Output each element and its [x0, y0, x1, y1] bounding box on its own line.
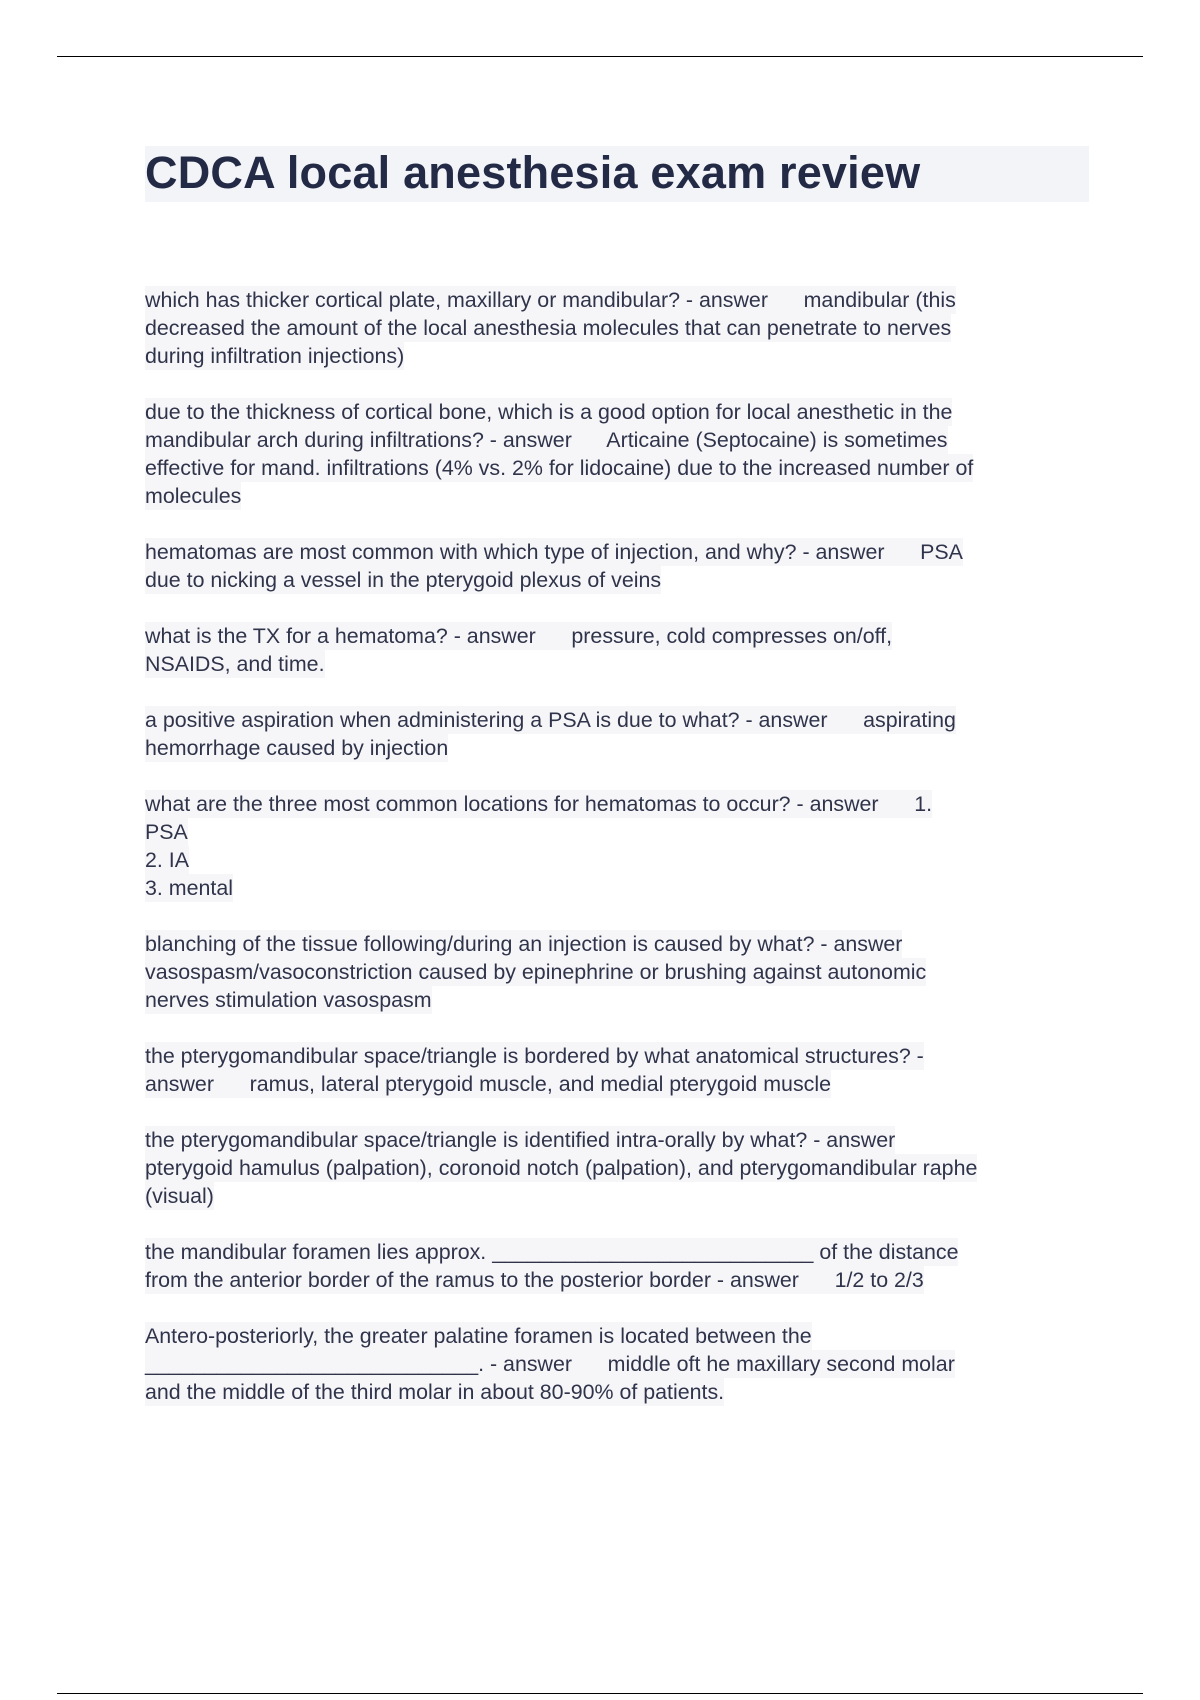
qa-line: a positive aspiration when administering a PSA is due to what? - answer aspirating [145, 708, 956, 732]
qa-line: decreased the amount of the local anesthesia molecules that can penetrate to nerves [145, 316, 952, 340]
qa-line: what are the three most common locations for hematomas to occur? - answer 1. [145, 792, 933, 816]
qa-line: mandibular arch during infiltrations? - answer Articaine (Septocaine) is sometimes [145, 428, 948, 452]
qa-line: the pterygomandibular space/triangle is identified intra-orally by what? - answer [145, 1128, 896, 1152]
qa-line: (visual) [145, 1184, 214, 1208]
qa-line: vasospasm/vasoconstriction caused by epinephrine or brushing against autonomic [145, 960, 927, 984]
qa-line: and the middle of the third molar in about 80-90% of patients. [145, 1380, 725, 1404]
qa-line: due to the thickness of cortical bone, which is a good option for local anesthetic in the [145, 400, 953, 424]
qa-line: the mandibular foramen lies approx. ___________________________ of the distance [145, 1240, 959, 1264]
qa-line: during infiltration injections) [145, 344, 405, 368]
qa-list [145, 286, 1100, 1434]
qa-line: pterygoid hamulus (palpation), coronoid notch (palpation), and pterygomandibular raphe [145, 1156, 978, 1180]
qa-line: blanching of the tissue following/during an injection is caused by what? - answer [145, 932, 903, 956]
qa-item [145, 1126, 1100, 1210]
qa-item [145, 622, 1100, 678]
qa-line: which has thicker cortical plate, maxillary or mandibular? - answer mandibular (this [145, 288, 956, 312]
qa-item [145, 398, 1100, 510]
page-title: CDCA local anesthesia exam review [145, 147, 921, 198]
qa-item [145, 1322, 1100, 1406]
bottom-rule [57, 1693, 1143, 1694]
qa-item [145, 706, 1100, 762]
qa-item [145, 538, 1100, 594]
qa-line: nerves stimulation vasospasm [145, 988, 432, 1012]
qa-line: hematomas are most common with which type of injection, and why? - answer PSA [145, 540, 963, 564]
qa-line: molecules [145, 484, 242, 508]
top-rule [57, 56, 1143, 57]
qa-item [145, 286, 1100, 370]
qa-item [145, 1238, 1100, 1294]
qa-item [145, 930, 1100, 1014]
qa-line: what is the TX for a hematoma? - answer pressure, cold compresses on/off, [145, 624, 893, 648]
qa-line: effective for mand. infiltrations (4% vs. 2% for lidocaine) due to the increased number of [145, 456, 974, 480]
qa-line: NSAIDS, and time. [145, 652, 325, 676]
qa-item [145, 1042, 1100, 1098]
qa-line: due to nicking a vessel in the pterygoid plexus of veins [145, 568, 662, 592]
qa-line: from the anterior border of the ramus to the posterior border - answer 1/2 to 2/3 [145, 1268, 924, 1292]
qa-line: the pterygomandibular space/triangle is bordered by what anatomical structures? - [145, 1044, 924, 1068]
qa-line: PSA [145, 820, 188, 844]
qa-item [145, 790, 1100, 902]
qa-line: 3. mental [145, 876, 233, 900]
qa-line: hemorrhage caused by injection [145, 736, 449, 760]
qa-line: ____________________________. - answer middle oft he maxillary second molar [145, 1352, 955, 1376]
qa-line: answer ramus, lateral pterygoid muscle, and medial pterygoid muscle [145, 1072, 831, 1096]
qa-line: Antero-posteriorly, the greater palatine foramen is located between the [145, 1324, 812, 1348]
qa-line: 2. IA [145, 848, 189, 872]
